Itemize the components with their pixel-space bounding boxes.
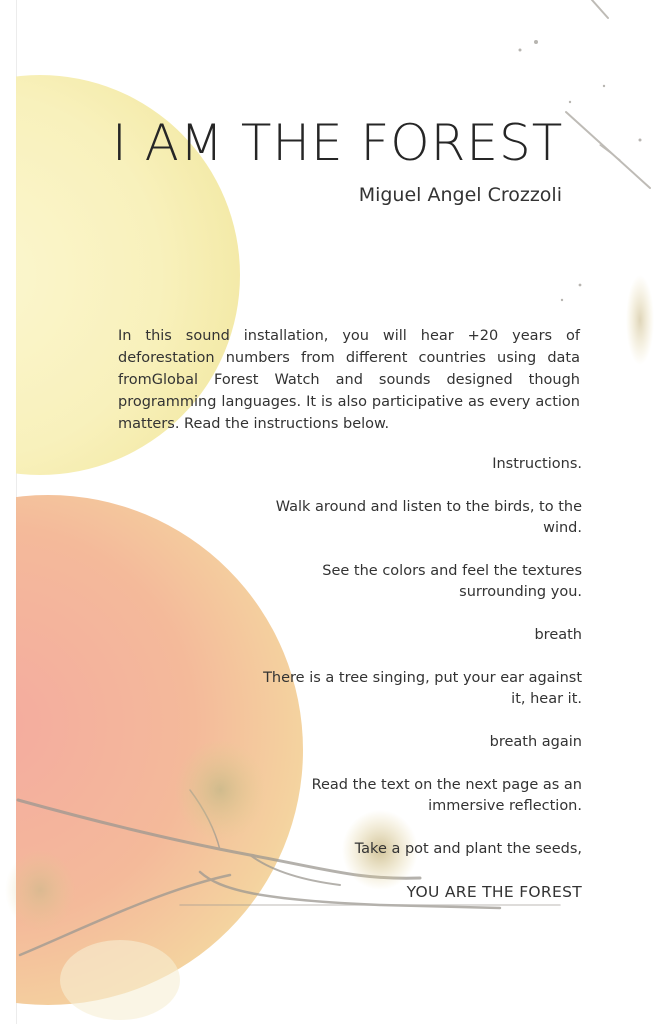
instruction-step: See the colors and feel the textures surrounding you.	[322, 563, 582, 600]
instruction-step: Read the text on the next page as an immersive reflection.	[311, 777, 582, 814]
instruction-step: Walk around and listen to the birds, to the wind.	[275, 499, 582, 536]
instructions-list	[250, 454, 582, 925]
instruction-step: There is a tree singing, put your ear against it, hear it.	[263, 670, 582, 707]
instruction-step: breath	[534, 627, 582, 643]
page-title: I AM THE FOREST	[112, 114, 564, 172]
instructions-heading: Instructions.	[492, 456, 582, 472]
instruction-step: breath again	[489, 734, 582, 750]
instruction-step: Take a pot and plant the seeds,	[354, 841, 582, 857]
author-name: Miguel Angel Crozzoli	[358, 184, 562, 206]
intro-paragraph: In this sound installation, you will hear +20 years of deforestation numbers from different countries using data fromGlobal Forest Watch and sounds designed though programming languages. It is also participative as every action matters. Read the instructions below.	[118, 328, 580, 432]
closing-line: YOU ARE THE FOREST	[406, 883, 582, 901]
